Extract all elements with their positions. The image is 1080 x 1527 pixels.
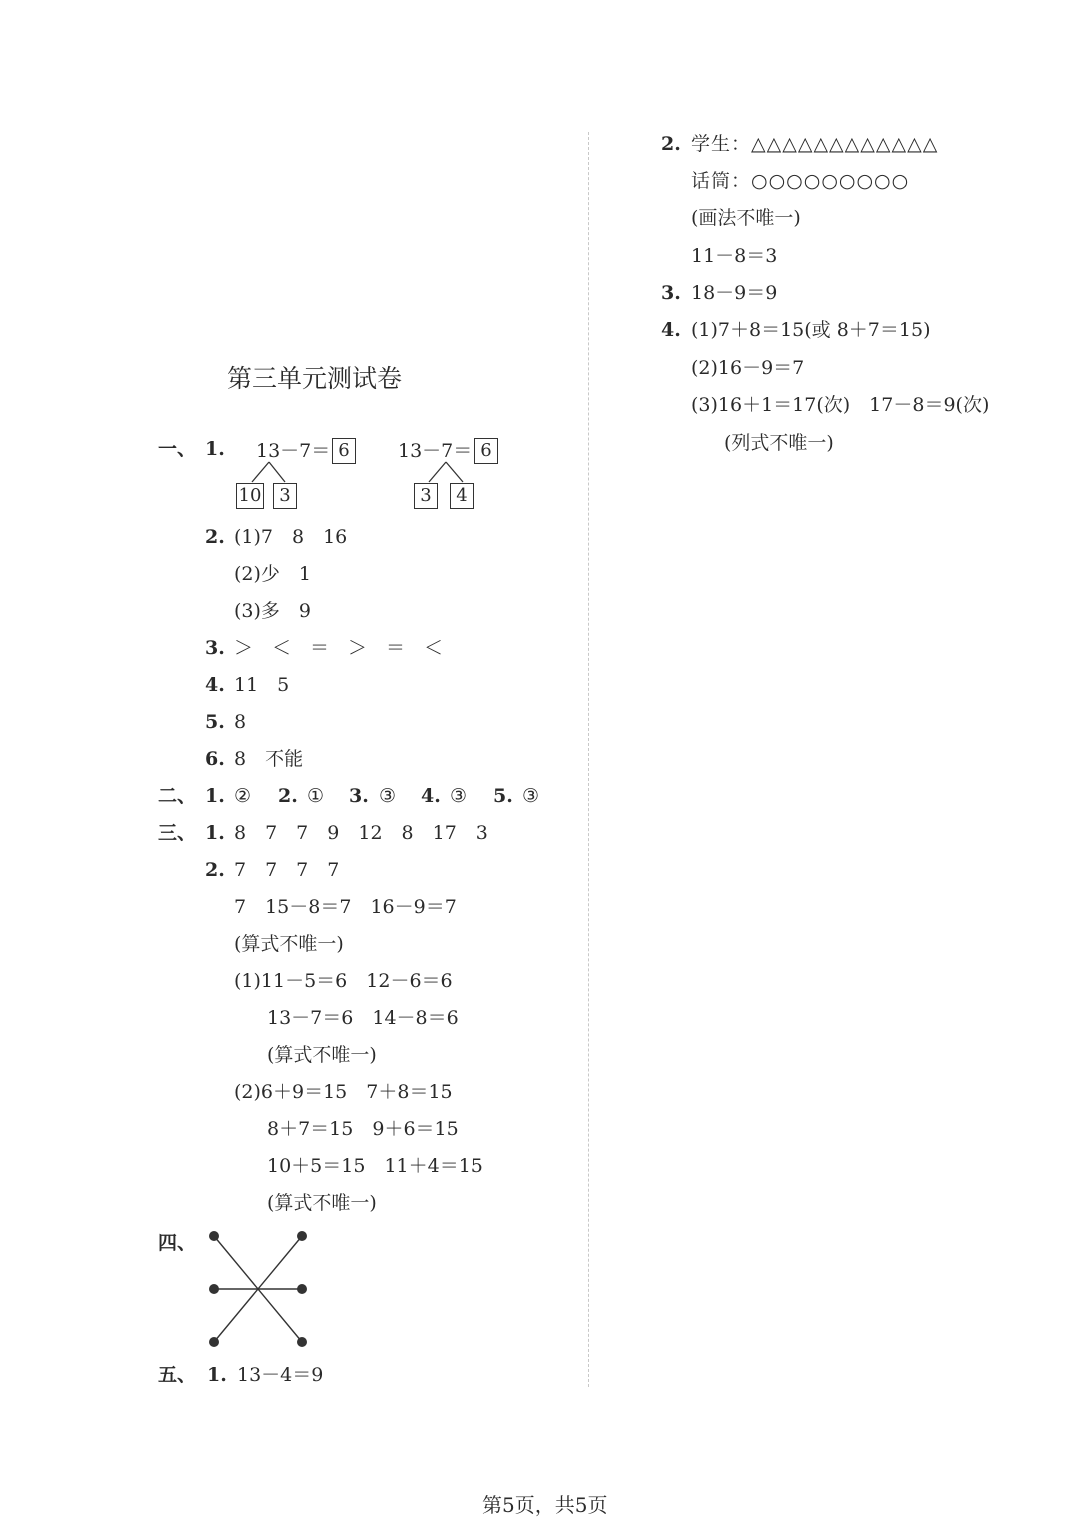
s1-q5-number: 5. xyxy=(205,711,225,733)
s2-item-4-number: 4. xyxy=(421,785,441,807)
s2-item-5-answer: ③ xyxy=(522,785,540,807)
r-q2-student-triangles: 学生：△△△△△△△△△△△△ xyxy=(691,133,939,155)
r-q4-line-2: (2)16－9＝7 xyxy=(691,357,805,379)
s1-q2-line-3: (3)多 9 xyxy=(234,600,312,622)
s3-q2-note-1: (算式不唯一) xyxy=(234,933,344,955)
s1-q6-number: 6. xyxy=(205,748,225,770)
s2-item-5-number: 5. xyxy=(493,785,513,807)
r-q4-number: 4. xyxy=(661,319,681,341)
section-4-label: 四、 xyxy=(158,1232,197,1254)
matching-diagram xyxy=(0,0,1,1)
s2-item-4-answer: ③ xyxy=(450,785,468,807)
s3-q2-part1-line-2: 13－7＝6 14－8＝6 xyxy=(267,1007,459,1029)
r-q3-number: 3. xyxy=(661,282,681,304)
s3-q2-number: 2. xyxy=(205,859,225,881)
s1-q2-line-1: (1)7 8 16 xyxy=(234,526,348,548)
s1-q1-equation-b: 13－7＝ xyxy=(398,440,473,462)
s1-q4-answer: 11 5 xyxy=(234,674,290,696)
s3-q1-answer: 8 7 7 9 12 8 17 3 xyxy=(234,822,488,844)
s1-q1-equation-a: 13－7＝ xyxy=(256,440,331,462)
s1-q4-number: 4. xyxy=(205,674,225,696)
section-3-label: 三、 xyxy=(158,822,197,844)
page-footer: 第5页，共5页 xyxy=(482,1493,608,1517)
r-q4-line-3: (3)16＋1＝17(次) 17－8＝9(次) xyxy=(691,394,990,416)
s1-q2-line-2: (2)少 1 xyxy=(234,563,312,585)
s5-q1-answer: 13－4＝9 xyxy=(237,1364,324,1386)
s1-q3-answer: ＞ ＜ ＝ ＞ ＝ ＜ xyxy=(234,637,444,659)
s1-q6-answer: 8 不能 xyxy=(234,748,304,770)
r-q2-equation: 11－8＝3 xyxy=(691,245,778,267)
s3-q2-note-2: (算式不唯一) xyxy=(267,1044,377,1066)
s2-item-2-number: 2. xyxy=(278,785,298,807)
s3-q2-part1-line-1: (1)11－5＝6 12－6＝6 xyxy=(234,970,453,992)
r-q2-phone-circles: 话筒：○○○○○○○○○ xyxy=(691,170,910,192)
section-1-label: 一、 xyxy=(158,438,197,460)
s3-q2-note-3: (算式不唯一) xyxy=(267,1192,377,1214)
s2-item-1-number: 1. xyxy=(205,785,225,807)
s2-item-3-answer: ③ xyxy=(379,785,397,807)
s2-item-2-answer: ① xyxy=(307,785,325,807)
s3-q2-line-2: 7 15－8＝7 16－9＝7 xyxy=(234,896,457,918)
s1-q1-split-box-b2: 4 xyxy=(450,483,474,509)
r-q4-note: (列式不唯一) xyxy=(724,432,834,454)
s1-q1-split-box-b1: 3 xyxy=(414,483,438,509)
s1-q5-answer: 8 xyxy=(234,711,247,733)
s2-item-3-number: 3. xyxy=(349,785,369,807)
s3-q2-part2-line-3: 10＋5＝15 11＋4＝15 xyxy=(267,1155,483,1177)
column-divider xyxy=(588,132,589,1387)
s1-q1-answer-box-b: 6 xyxy=(474,438,498,464)
s1-q1-split-box-a2: 3 xyxy=(273,483,297,509)
s1-q1-split-box-a1: 10 xyxy=(236,483,264,509)
s1-q1-answer-box-a: 6 xyxy=(332,438,356,464)
s3-q2-part2-line-1: (2)6＋9＝15 7＋8＝15 xyxy=(234,1081,453,1103)
s1-q3-number: 3. xyxy=(205,637,225,659)
s1-q1-number: 1. xyxy=(205,438,225,460)
page-title: 第三单元测试卷 xyxy=(227,364,403,393)
s3-q1-number: 1. xyxy=(205,822,225,844)
r-q2-note: (画法不唯一) xyxy=(691,207,801,229)
r-q3-answer: 18－9＝9 xyxy=(691,282,778,304)
section-5-label: 五、 xyxy=(158,1364,197,1386)
r-q2-number: 2. xyxy=(661,133,681,155)
section-2-label: 二、 xyxy=(158,785,197,807)
s2-item-1-answer: ② xyxy=(234,785,252,807)
s5-q1-number: 1. xyxy=(207,1364,227,1386)
r-q4-line-1: (1)7＋8＝15(或 8＋7＝15) xyxy=(691,319,931,341)
s3-q2-part2-line-2: 8＋7＝15 9＋6＝15 xyxy=(267,1118,459,1140)
s3-q2-line-1: 7 7 7 7 xyxy=(234,859,340,881)
s1-q2-number: 2. xyxy=(205,526,225,548)
